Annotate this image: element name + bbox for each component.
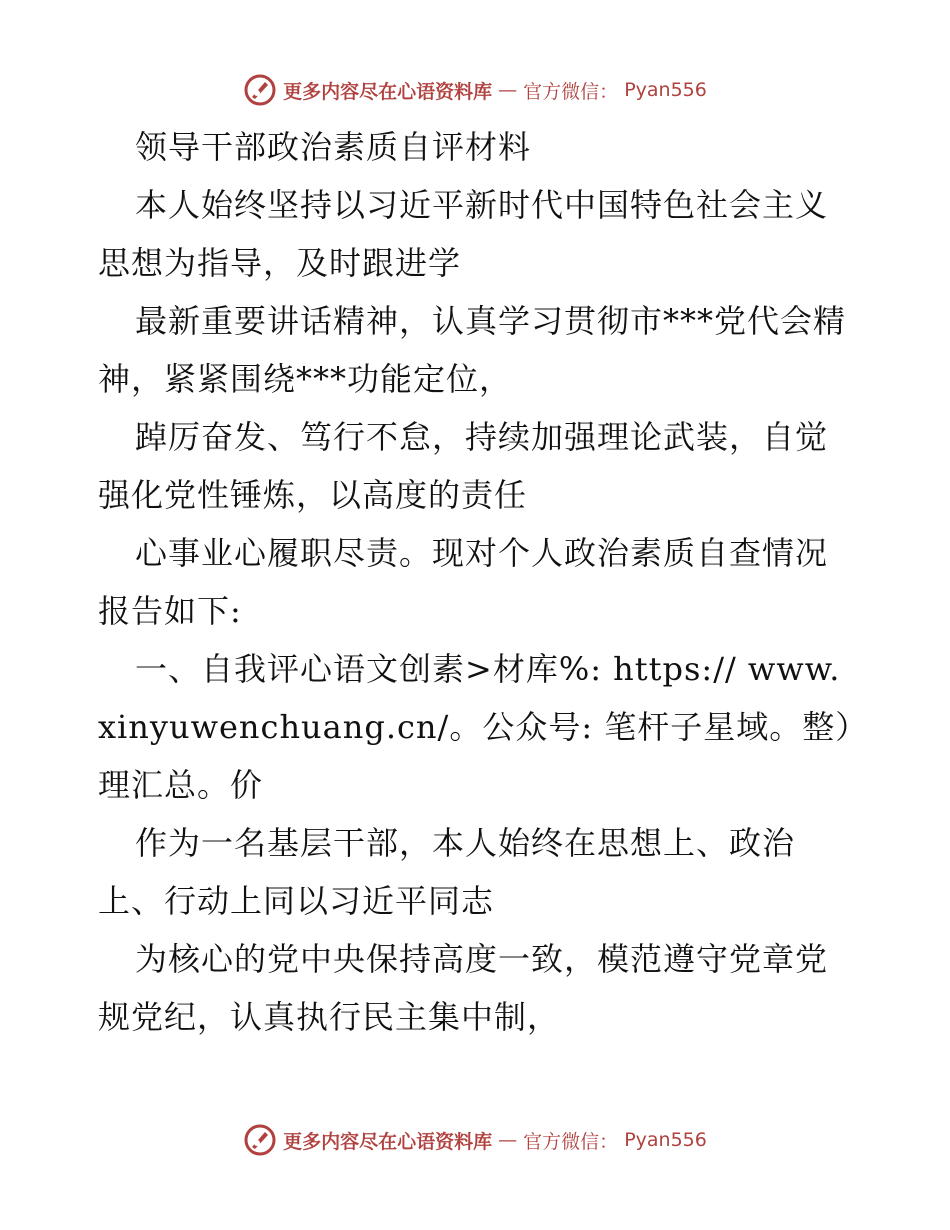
paragraph: 作为一名基层干部，本人始终在思想上、政治上、行动上同以习近平同志 bbox=[98, 824, 796, 920]
separator-dash: — bbox=[498, 79, 518, 101]
wechat-id: Pyan556 bbox=[624, 79, 707, 101]
section-heading-paragraph: 一、自我评心语文创素>材库%: https:// www.xinyuwenchuang.cn/。公众号: 笔杆子星域。整）理汇总。价 bbox=[98, 650, 853, 804]
paragraph: 踔厉奋发、笃行不怠，持续加强理论武装，自觉强化党性锤炼，以高度的责任 bbox=[98, 418, 829, 514]
document-body bbox=[98, 118, 858, 1046]
quill-seal-icon bbox=[243, 73, 277, 107]
paragraph: 为核心的党中央保持高度一致，模范遵守党章党规党纪，认真执行民主集中制， bbox=[98, 940, 829, 1036]
wechat-label: 官方微信： bbox=[523, 1130, 619, 1153]
wechat-id: Pyan556 bbox=[624, 1129, 707, 1151]
paragraph: 本人始终坚持以习近平新时代中国特色社会主义思想为指导，及时跟进学 bbox=[98, 186, 829, 282]
paragraph: 心事业心履职尽责。现对个人政治素质自查情况报告如下: bbox=[98, 534, 829, 630]
quill-seal-icon bbox=[243, 1123, 277, 1157]
paragraph: 最新重要讲话精神，认真学习贯彻市***党代会精神，紧紧围绕***功能定位， bbox=[98, 302, 847, 398]
site-name-text: 更多内容尽在心语资料库 bbox=[283, 80, 493, 103]
site-name-text: 更多内容尽在心语资料库 bbox=[283, 1130, 493, 1153]
footer-banner bbox=[0, 1118, 950, 1162]
document-title: 领导干部政治素质自评材料 bbox=[135, 128, 532, 166]
separator-dash: — bbox=[498, 1129, 518, 1151]
header-banner bbox=[0, 68, 950, 112]
wechat-label: 官方微信： bbox=[523, 80, 619, 103]
